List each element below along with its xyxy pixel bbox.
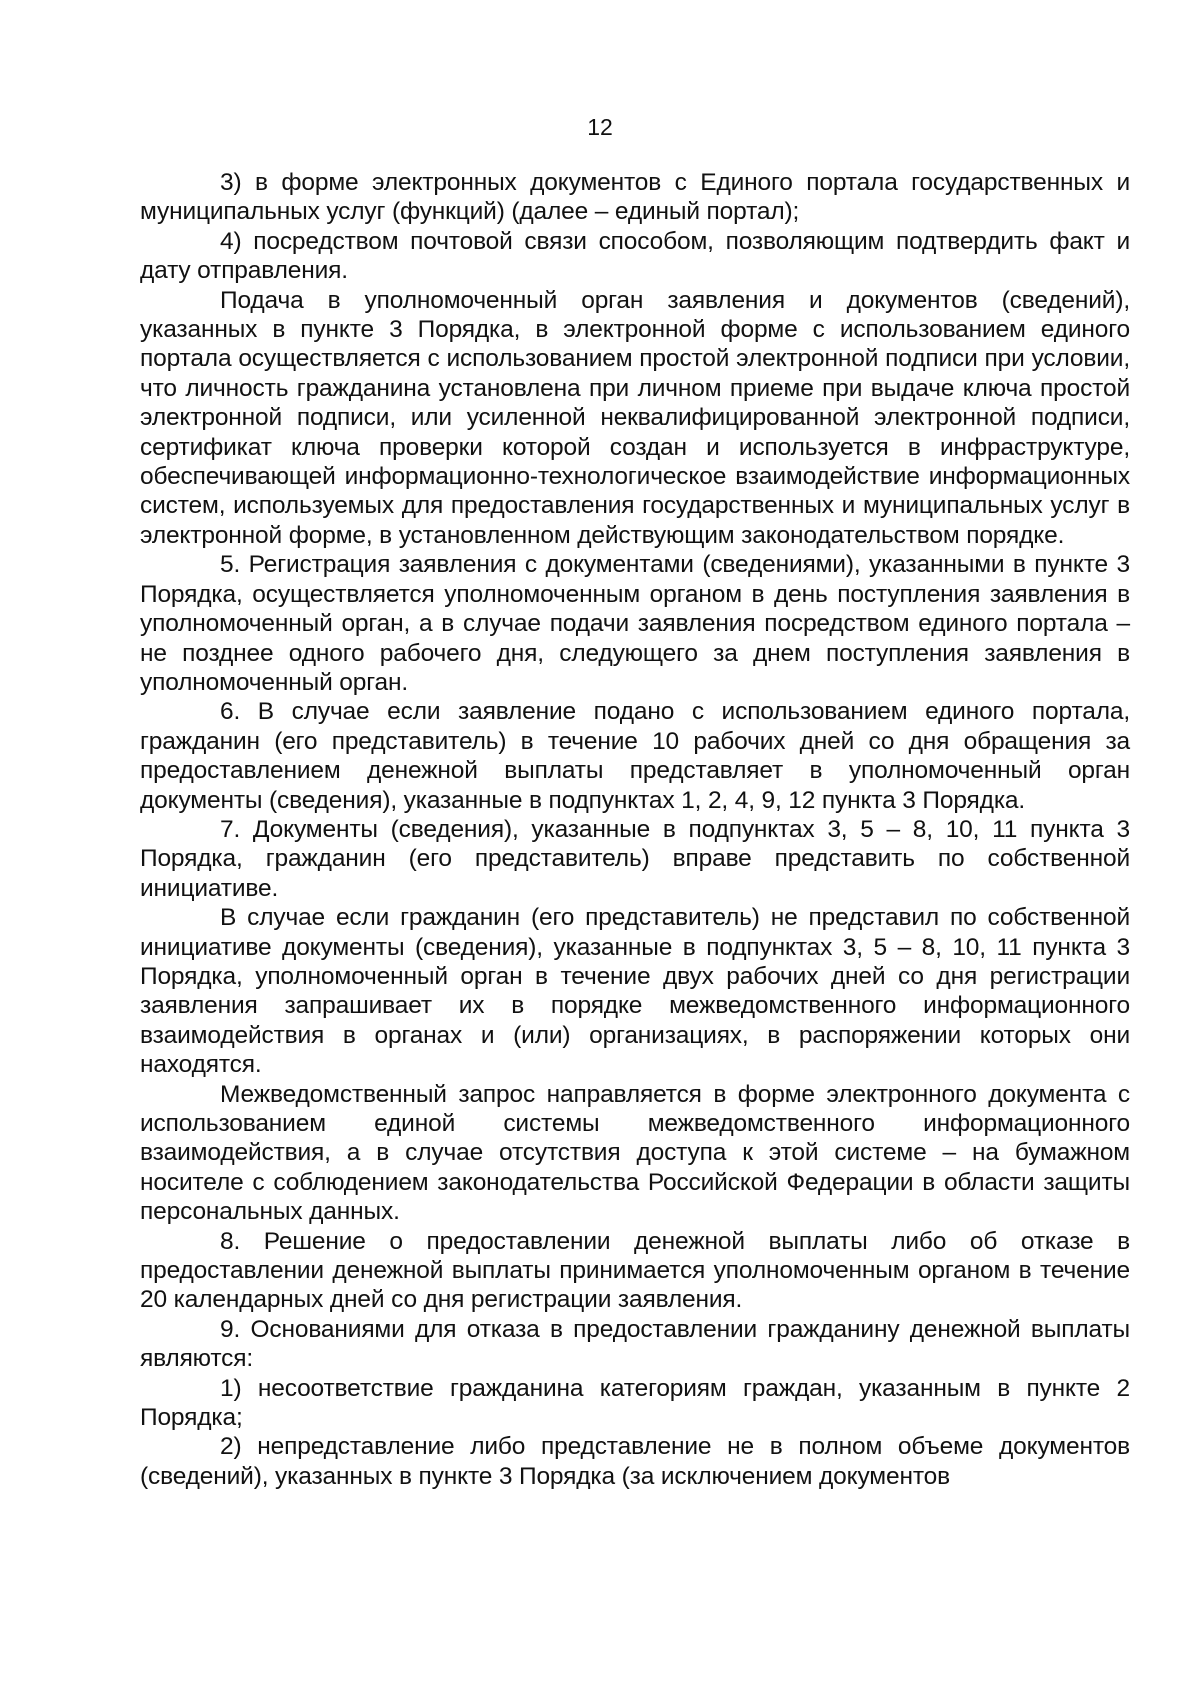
- paragraph-9-subitem-1: 1) несоответствие гражданина категориям граждан, указанным в пункте 2 Порядка;: [140, 1374, 1130, 1432]
- paragraph-6-portal-application: 6. В случае если заявление подано с использованием единого портала, гражданин (его представитель) в течение 10 рабочих дней со дня обращения за предоставлением денежной выплаты представляет в уполномоченный орган документы (сведения), указанные в подпунктах 1, 2, 4, 9, 12 пункта 3 Порядка.: [140, 698, 1130, 814]
- paragraph-electronic-submission: Подача в уполномоченный орган заявления и документов (сведений), указанных в пункте 3 Порядка, в электронной форме с использованием единого портала осуществляется с использованием простой электронной подписи при условии, что личность гражданина установлена при личном приеме при выдаче ключа простой электронной подписи, или усиленной неквалифицированной электронной подписи, сертификат ключа проверки которой создан и используется в инфраструктуре, обеспечивающей информационно-технологическое взаимодействие информационных систем, используемых для предоставления государственных и муниципальных услуг в электронной форме, в установленном действующим законодательством порядке.: [140, 286, 1130, 549]
- paragraph-9-refusal-grounds: 9. Основаниями для отказа в предоставлении гражданину денежной выплаты являются:: [140, 1315, 1130, 1373]
- document-body: [140, 168, 1130, 1491]
- paragraph-interagency-format: Межведомственный запрос направляется в форме электронного документа с использованием единой системы межведомственного информационного взаимодействия, а в случае отсутствия доступа к этой системе – на бумажном носителе с соблюдением законодательства Российской Федерации в области защиты персональных данных.: [140, 1080, 1130, 1226]
- page-number: 12: [587, 114, 613, 140]
- paragraph-9-subitem-2: 2) непредставление либо представление не в полном объеме документов (сведений), указанных в пункте 3 Порядка (за исключением документов: [140, 1433, 1130, 1490]
- paragraph-item-4: 4) посредством почтовой связи способом, позволяющим подтвердить факт и дату отправления.: [140, 227, 1130, 285]
- paragraph-interagency-request: В случае если гражданин (его представитель) не представил по собственной инициативе документы (сведения), указанные в подпунктах 3, 5 – 8, 10, 11 пункта 3 Порядка, уполномоченный орган в течение двух рабочих дней со дня регистрации заявления запрашивает их в порядке межведомственного информационного взаимодействия в органах и (или) организациях, в распоряжении которых они находятся.: [140, 904, 1130, 1079]
- paragraph-8-decision: 8. Решение о предоставлении денежной выплаты либо об отказе в предоставлении денежной выплаты принимается уполномоченным органом в течение 20 календарных дней со дня регистрации заявления.: [140, 1227, 1130, 1314]
- paragraph-7-documents: 7. Документы (сведения), указанные в подпунктах 3, 5 – 8, 10, 11 пункта 3 Порядка, гражданин (его представитель) вправе представить по собственной инициативе.: [140, 815, 1130, 902]
- paragraph-5-registration: 5. Регистрация заявления с документами (сведениями), указанными в пункте 3 Порядка, осуществляется уполномоченным органом в день поступления заявления в уполномоченный орган, а в случае подачи заявления посредством единого портала – не позднее одного рабочего дня, следующего за днем поступления заявления в уполномоченный орган.: [140, 551, 1130, 696]
- paragraph-item-3: 3) в форме электронных документов с Единого портала государственных и муниципальных услуг (функций) (далее – единый портал);: [140, 169, 1130, 226]
